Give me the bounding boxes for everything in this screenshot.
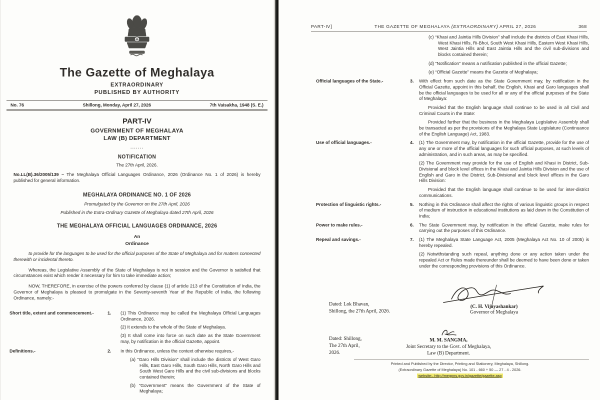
section-7-row	[311, 237, 589, 249]
issue-info-band	[7, 100, 268, 111]
clause-e: (e) “Official Gazette” means the Gazette of Meghalaya;	[428, 69, 538, 75]
imprint-footer	[331, 361, 589, 378]
left-sections	[7, 310, 268, 394]
issue-number: No. 76	[10, 102, 25, 108]
clause-d: (d) “Notification” means a notification published in the official Gazette;	[428, 60, 567, 66]
notification-paragraph	[14, 172, 261, 184]
governor-title: Governor of Meghalaya	[469, 309, 519, 316]
section-6-number: 6.	[410, 222, 414, 228]
running-header-title	[332, 24, 578, 29]
gazette-title: The Gazette of Meghalaya	[59, 66, 215, 80]
ordinance-title: THE MEGHALAYA OFFICIAL LANGUAGES ORDINANCE, 2026	[56, 222, 218, 229]
section-3-text: With effect from such date as the State Government may, by notification in the Official Gazette, appoint in this behalf, the English, Khasi and Garo languages shall be the official languages to be used for all or any of the official purposes of the State of Meghalaya:	[419, 78, 589, 102]
section-6-text: The State Government may, by notification in the official Gazette, make rules for carrying out the purposes of this Ordinance.	[419, 222, 589, 234]
section-5-number: 5.	[410, 201, 414, 207]
governor-dated	[329, 301, 390, 315]
section-1-clause-1: (1) This Ordinance may be called the Meghalaya Official Languages Ordinance, 2026.	[120, 310, 261, 322]
running-header-title-pre: THE GAZETTE OF MEGHALAYA	[374, 24, 452, 29]
margin-note-use-of-languages: Use of official languages.-	[316, 140, 372, 146]
running-header-page-number: 368	[578, 24, 587, 29]
signoff-block	[311, 281, 589, 357]
section-4-proviso-row	[311, 187, 589, 199]
section-4-row	[311, 140, 589, 158]
now-therefore-paragraph: NOW, THEREFORE, in exercise of the powers conferred by clause (1) of article 213 of the Constitution of India, the Governor of Meghalaya is pleased to promulgate in the Seventy-seventh Year of the Republic of India, the following Ordinance, namely:-	[13, 283, 261, 301]
imprint-line-1: Printed and Published by the Director, Printing and Stationery, Meghalaya, Shillong.	[390, 361, 530, 367]
secretary-dated-line-1: Dated: Shillong,	[329, 336, 362, 342]
ordinance-word: Ordinance	[125, 240, 149, 247]
margin-note-protection-rights: Protection of linguistic rights.-	[316, 201, 382, 207]
ordinance-number-heading: MEGHALAYA ORDINANCE NO. 1 OF 2026	[83, 191, 191, 198]
governor-dated-line-2: Shillong, the 27th April, 2026.	[329, 308, 390, 315]
secretary-dated	[329, 336, 370, 357]
section-1-number: 1.	[107, 310, 112, 316]
divider-dots: .......	[130, 144, 144, 150]
part-heading: PART-IV	[122, 117, 152, 126]
section-3-proviso-1: Provided that the English language shall continue to be used in all Civil and Criminal Courts in the State:	[419, 104, 589, 116]
section-2-number: 2.	[107, 348, 112, 354]
secretary-signature-block	[370, 327, 527, 357]
secretary-name: M. M. SANGMA,	[429, 337, 468, 344]
secretary-dated-line-2: The 27th April, 2026.	[329, 343, 360, 356]
gazette-edition: EXTRAORDINARY	[110, 82, 164, 88]
imprint-line-2: (Extraordinary Gazette of Meghalaya) No. 101 - 660 + 50 — 27 - 4 - 2026.	[398, 367, 522, 372]
issue-date: Shillong, Monday, April 27, 2026	[82, 102, 151, 108]
clause-d-row	[311, 61, 589, 67]
section-2	[7, 349, 268, 395]
section-5-row	[311, 202, 589, 220]
section-2-intro: In this Ordinance, unless the context otherwise requires,-	[120, 348, 235, 354]
section-1-clause-3: (3) It shall come into force on such date as the State Government may, by notification in the official Gazette, appoint.	[120, 332, 261, 344]
governor-signoff-row	[311, 281, 589, 315]
section-4-number: 4.	[410, 140, 414, 146]
section-1-clause-2: (2) It extends to the whole of the State of Meghalaya.	[120, 324, 227, 330]
section-4-proviso: Provided that the English language shall continue to be used for inter-district communications.	[419, 187, 589, 198]
preamble: to provide for the languages to be used for the official purposes of the State of Meghalaya and for matters connected therewith or incidental thereto.	[13, 250, 261, 262]
running-header-title-post: APRIL 27, 2026	[498, 24, 537, 29]
gazette-authority: PUBLISHED BY AUTHORITY	[94, 89, 180, 96]
margin-note-power-rules: Power to make rules.-	[316, 222, 363, 228]
section-4-clause-2-row	[311, 161, 589, 184]
notification-date: The 27th April, 2026.	[116, 162, 158, 168]
section-7-clause-1: (1) The Meghalaya State Language Act, 2005 (Meghalaya Act No. 10 of 2005) is hereby repealed.	[419, 236, 589, 248]
running-header-title-italic: (EXTRAORDINARY)	[451, 24, 499, 29]
running-header-part: PART-IV]	[311, 24, 333, 29]
an-word: An	[133, 233, 141, 240]
governor-dated-line-1: Dated: Lok Bhavan,	[329, 301, 370, 308]
margin-note-short-title: Short title, extent and commencement.-	[9, 310, 94, 316]
section-7-clause-2: (2) Notwithstanding such repeal, anything done or any action taken under the repealed Act or Rules made thereunder shall be deemed to have been done or taken under the corresponding provisions of this Ordinance.	[419, 251, 589, 269]
section-3-row	[311, 79, 589, 102]
promulgated-line: Promulgated by the Governor on the 27th April, 2026	[84, 201, 190, 207]
governor-name: (C. H. Vijayashankar)	[470, 304, 518, 310]
margin-note-official-languages: Official languages of the State.-	[316, 78, 384, 84]
section-3-proviso-1-row	[311, 105, 589, 117]
notification-number: No.LL(B).36/2005/139 –	[13, 172, 64, 177]
section-3-proviso-2: Provided further that the business in the Meghalaya Legislative Assembly shall be transacted as per the provisions of the Meghalaya State Legislature (Continuance of the English Language) Act, 1983.	[419, 119, 589, 137]
margin-note-definitions: Definitions.-	[9, 348, 36, 354]
emblem-of-india-icon	[7, 11, 268, 63]
clause-c: (c) “Khasi and Jaintia Hills Division” shall include the districts of East Khasi Hills, West Khasi Hills, Ri-Bhoi, South West Khasi Hills, Eastern West Khasi Hills, West Jaintia Hills and East Jaintia Hills and the civil sub-divisions and blocks contained therein;	[428, 34, 589, 58]
section-4-clause-1: (1) The Government may, by notification in the official Gazette, provide for the use of any one or more of the official languages for such official purposes, at such levels of administration, and in such areas, as may be specified.	[419, 140, 589, 157]
section-5-text: Nothing in this Ordinance shall affect the rights of various linguistic groups in respect of medium of instruction in educational institutions as laid down in the Constitution of India;	[419, 201, 589, 219]
section-2-clause-b: (b) “Government” means the Government of the State of Meghalaya;	[130, 382, 261, 394]
whereas-paragraph: Whereas, the Legislative Assembly of the State of Meghalaya is not in session and the Governor is satisfied that circumstances exist which render it necessary for him to take immediate action;	[13, 267, 261, 279]
section-7-number: 7.	[410, 236, 414, 242]
issue-era: 7th Vaisakha, 1948 (S. E.)	[209, 102, 264, 108]
section-3-number: 3.	[410, 78, 414, 84]
secretary-title-line-1: Joint Secretary to the Govt. of Meghalaya,	[406, 344, 492, 350]
section-4-clause-2: (2) The Government may provide for the use of English and Khasi in District, Sub-Divisional and block level offices in the Khasi and Jaintia Hills Division and the use of English and Garo in the District, Sub-Divisional and block level offices in the Garo Hills Division:	[419, 160, 589, 184]
governor-signature-block	[419, 281, 569, 315]
notification-heading: NOTIFICATION	[117, 154, 157, 160]
department-heading: LAW (B) DEPARTMENT	[103, 135, 171, 142]
clause-e-row	[311, 70, 589, 76]
running-header	[311, 24, 587, 32]
notification-text: The Meghalaya Official Languages Ordinance, 2026 (Ordinance No. 1 of 2026) is hereby published for general information.	[13, 172, 261, 183]
clause-c-row	[311, 35, 589, 58]
section-6-row	[311, 222, 589, 234]
page-right	[279, 0, 600, 400]
secretary-signoff-row	[311, 327, 589, 357]
section-7-clause-2-row	[311, 252, 589, 270]
government-heading: GOVERNMENT OF MEGHALAYA	[90, 128, 184, 134]
published-line: Published in the Extra-Ordinary Gazette of Meghalaya dated 27th April, 2026	[60, 209, 214, 215]
section-2-clause-a: (a) “Garo Hills Division” shall include the districts of West Garo Hills, East Garo Hills, South Garo Hills, North Garo Hills and South West Garo Hills and the civil sub-divisions and blocks contained therein;	[130, 357, 261, 380]
section-1	[7, 310, 268, 344]
page-left	[0, 0, 274, 400]
gazette-website-link[interactable]: website:- http://megpns.gov.in/gazette/gazette.asp	[418, 373, 502, 378]
footer-rule	[354, 359, 589, 360]
section-3-proviso-2-row	[311, 120, 589, 138]
secretary-title-line-2: Law (B) Department.	[427, 350, 470, 357]
margin-note-repeal-savings: Repeal and savings.-	[316, 236, 361, 242]
